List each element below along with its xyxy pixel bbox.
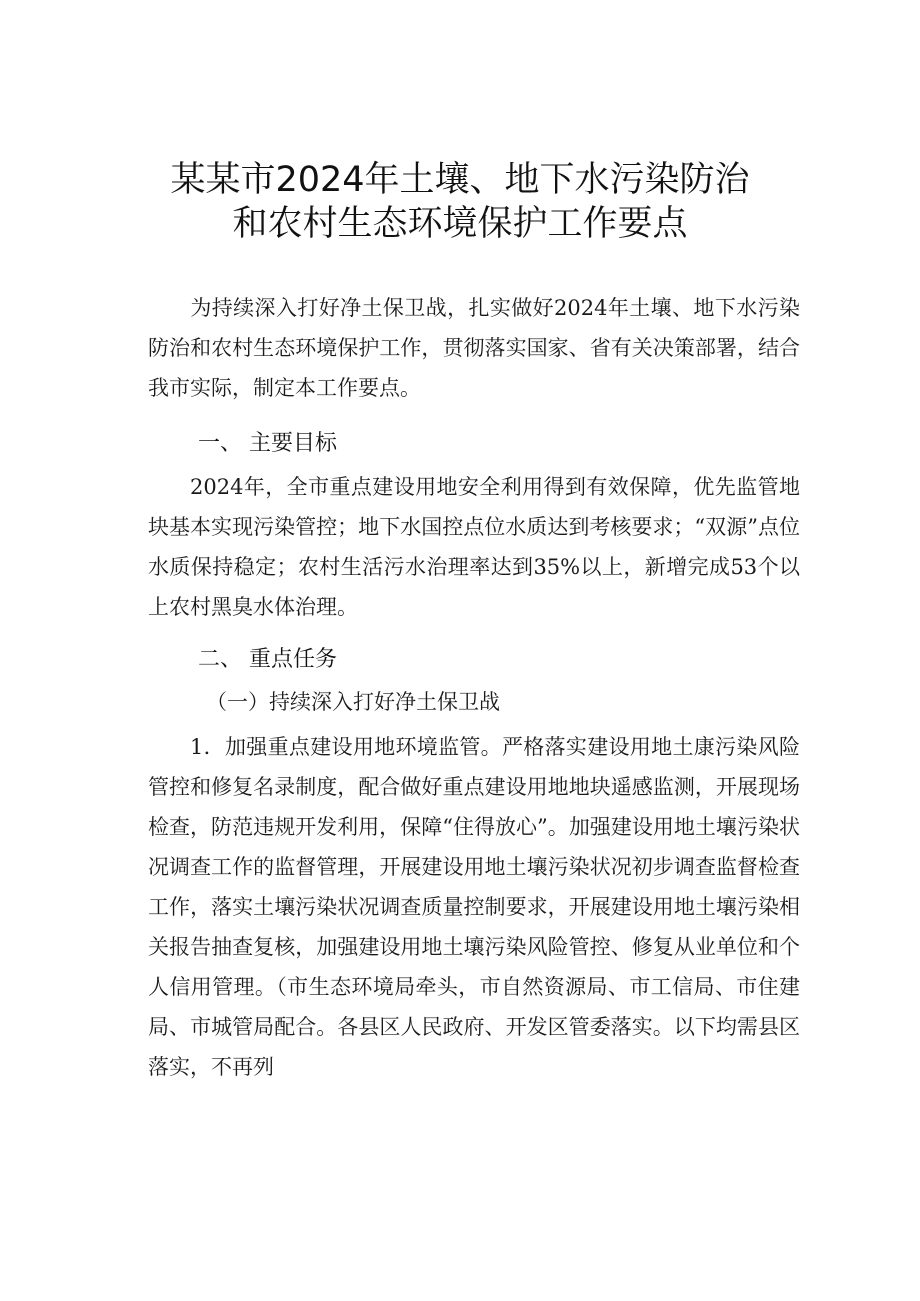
- document-title-line-1: 某某市2024年土壤、地下水污染防治: [170, 160, 750, 200]
- intro-paragraph: [148, 288, 800, 408]
- item-1-paragraph: [148, 727, 800, 1087]
- document-title-line-2: 和农村生态环境保护工作要点: [232, 204, 688, 244]
- section-1-heading: 一、 主要目标: [198, 431, 337, 456]
- subsection-1-heading: （一）持续深入打好净土保卫战: [206, 690, 500, 714]
- section-1-text: 2024年，全市重点建设用地安全利用得到有效保障，优先监管地块基本实现污染管控；地下水国控点位水质达到考核要求；“双源”点位水质保持稳定；农村生活污水治理率达到35%以上，新增完成53个以上农村黑臭水体治理。: [148, 475, 800, 619]
- item-1-text: 1．加强重点建设用地环境监管。严格落实建设用地土康污染风险管控和修复名录制度，配合做好重点建设用地地块遥感监测，开展现场检查，防范违规开发利用，保障“住得放心”。加强建设用地土壤污染状况调查工作的监督管理，开展建设用地土壤污染状况初步调查监督检查工作，落实土壤污染状况调查质量控制要求，开展建设用地土壤污染相关报告抽查复核，加强建设用地土壤污染风险管控、修复从业单位和个人信用管理。（市生态环境局牵头，市自然资源局、市工信局、市住建局、市城管局配合。各县区人民政府、开发区管委落实。以下均需县区落实，不再列: [148, 735, 800, 1079]
- section-1-paragraph: [148, 467, 800, 627]
- intro-text: 为持续深入打好净土保卫战，扎实做好2024年土壤、地下水污染防治和农村生态环境保护工作，贯彻落实国家、省有关决策部署，结合我市实际，制定本工作要点。: [148, 296, 800, 400]
- section-2-heading: 二、 重点任务: [198, 647, 337, 672]
